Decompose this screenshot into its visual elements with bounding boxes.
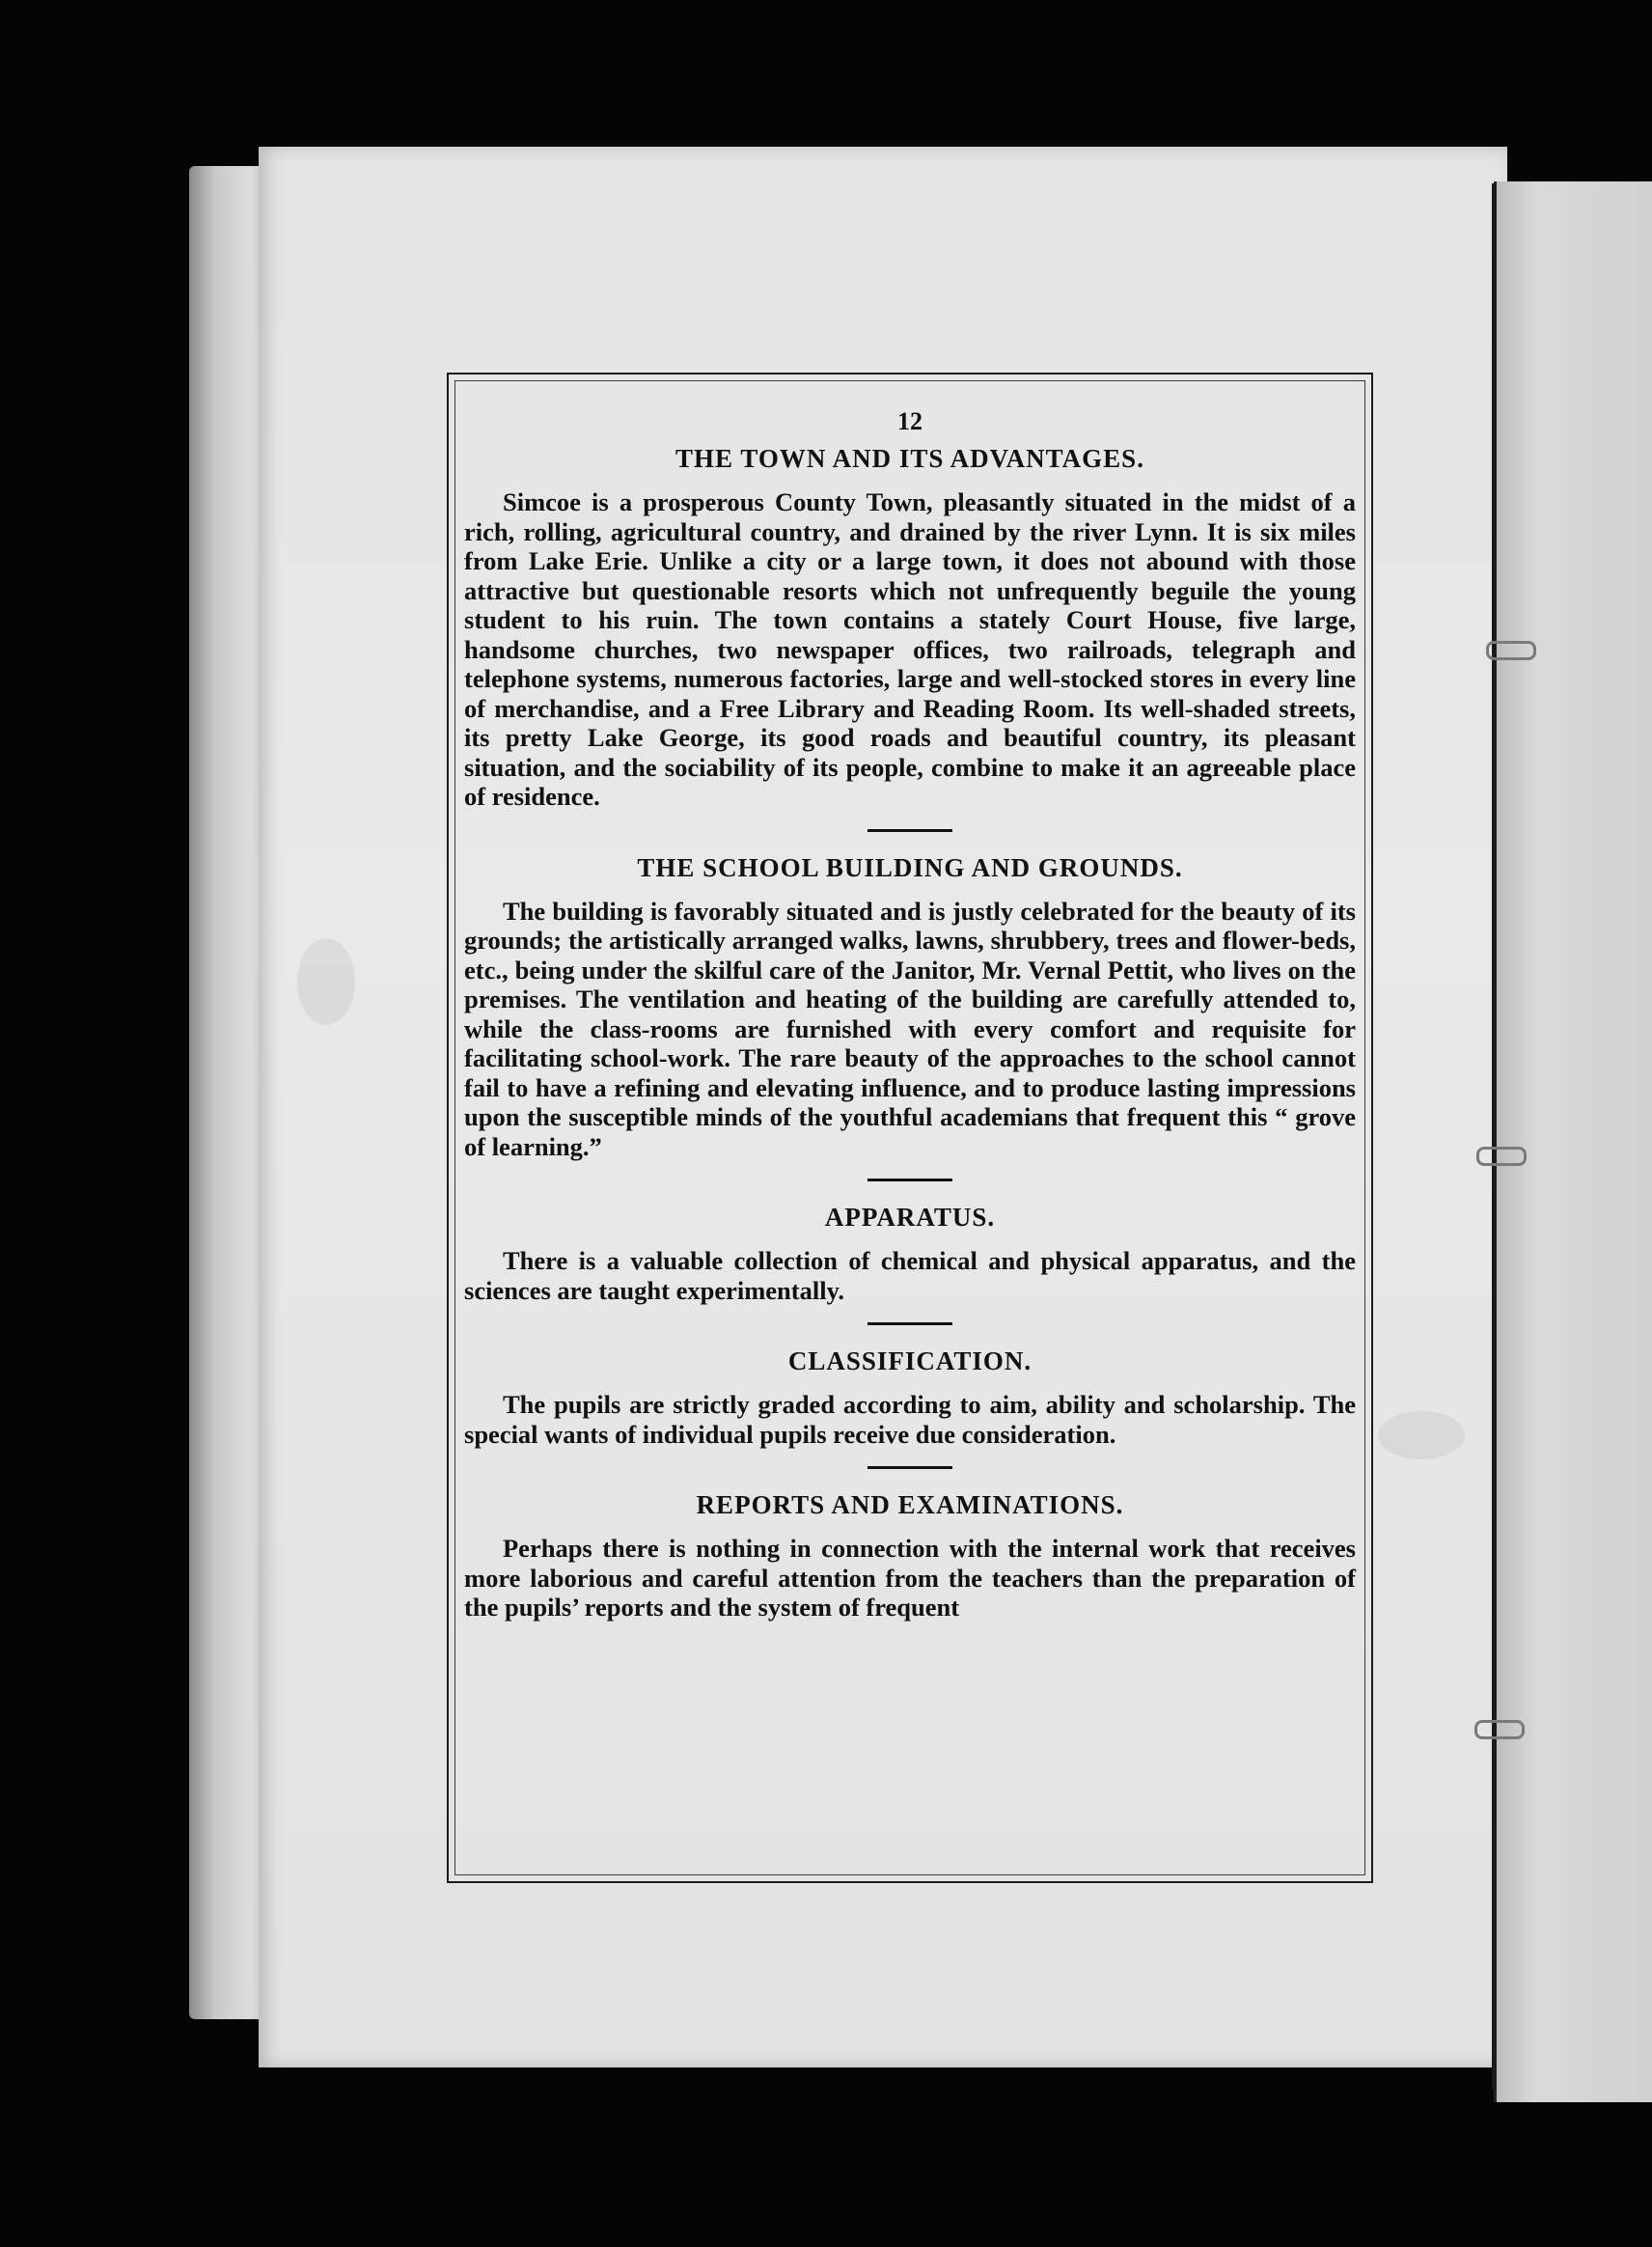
section-divider xyxy=(867,1179,952,1181)
section-body-town: Simcoe is a prosperous County Town, pleasantly situated in the midst of a rich, rolling, agricultural country, and drained by the river Lynn. It is six miles from Lake Erie. Unlike a city or a large town, it does not abound with those attractive but questionable resorts which not unfrequently beguile the young student to his ruin. The town contains a stately Court House, five large, handsome churches, two newspaper offices, two railroads, telegraph and telephone systems, numerous factories, large and well-stocked stores in every line of merchandise, and a Free Library and Reading Room. Its well-shaded streets, its pretty Lake George, its good roads and beautiful country, its pleasant situation, and the sociability of its people, combine to make it an agreeable place of residence. xyxy=(464,487,1356,811)
binding-stitch xyxy=(1476,1147,1527,1166)
section-heading-classification: CLASSIFICATION. xyxy=(787,1346,1032,1375)
binding-stitch xyxy=(1486,641,1536,660)
section-divider xyxy=(867,1322,952,1325)
section-heading-school-building: THE SCHOOL BUILDING AND GROUNDS. xyxy=(637,852,1183,882)
paper-smudge xyxy=(297,938,355,1025)
page-number: 12 xyxy=(897,407,922,435)
page-content xyxy=(464,407,1356,1623)
section-body-classification: The pupils are strictly graded according to aim, ability and scholarship. The special wants of individual pupils receive due consideration. xyxy=(464,1390,1356,1449)
section-heading-reports: REPORTS AND EXAMINATIONS. xyxy=(696,1490,1124,1519)
section-body-reports: Perhaps there is nothing in connection with the internal work that receives more laborious and careful attention from the teachers than the preparation of the pupils’ reports and the system of frequent xyxy=(464,1534,1356,1622)
section-divider xyxy=(867,829,952,832)
section-divider xyxy=(867,1466,952,1469)
section-body-apparatus: There is a valuable collection of chemical and physical apparatus, and the sciences are taught experimentally. xyxy=(464,1246,1356,1305)
facing-page xyxy=(1494,181,1652,2102)
paper-smudge xyxy=(1378,1411,1465,1459)
section-body-school-building: The building is favorably situated and is justly celebrated for the beauty of its grounds; the artistically arranged walks, lawns, shrubbery, trees and flower-beds, etc., being under the skilful care of the Janitor, Mr. Vernal Pettit, who lives on the premises. The ventilation and heating of the building are carefully attended to, while the class-rooms are furnished with every comfort and requisite for facilitating school-work. The rare beauty of the approaches to the school cannot fail to have a refining and elevating influence, and to produce lasting impressions upon the susceptible minds of the youthful academians that frequent this “ grove of learning.” xyxy=(464,896,1356,1161)
binding-stitch xyxy=(1474,1720,1525,1739)
section-heading-apparatus: APPARATUS. xyxy=(824,1203,996,1232)
page-gutter xyxy=(1492,183,1496,2090)
section-heading-town: THE TOWN AND ITS ADVANTAGES. xyxy=(675,444,1144,473)
text-frame xyxy=(447,373,1373,1883)
